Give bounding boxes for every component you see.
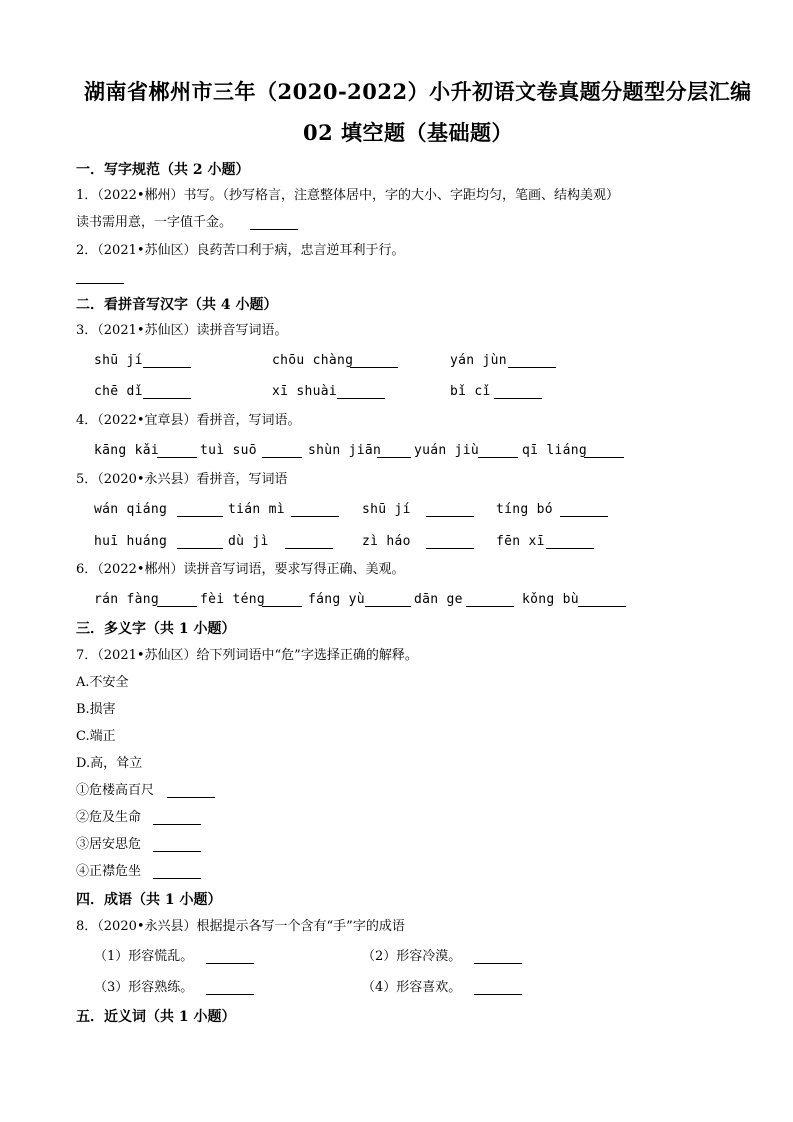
answer-blank[interactable] — [508, 367, 556, 368]
option-c: C.端正 — [76, 729, 116, 744]
question-6: 6．（2022•郴州）读拼音写词语，要求写得正确、美观。 — [76, 562, 405, 577]
question-3: 3．（2021•苏仙区）读拼音写词语。 — [76, 323, 288, 338]
idiom-item: （2）形容冷漠。 — [362, 949, 462, 964]
idiom-item: （4）形容喜欢。 — [362, 980, 462, 995]
question-1: 1．（2022•郴州）书写。（抄写格言，注意整体居中，字的大小、字距均匀，笔画、结构美观） — [76, 188, 620, 203]
pinyin-item: xī shuài — [272, 384, 338, 399]
section-heading-3: 三．多义字（共 1 小题） — [76, 621, 236, 637]
option-a: A.不安全 — [76, 675, 129, 690]
pinyin-item: wán qiáng — [94, 502, 168, 517]
question-1-text: 读书需用意，一字值千金。 — [76, 215, 233, 230]
answer-blank[interactable] — [578, 606, 626, 607]
answer-blank[interactable] — [262, 606, 302, 607]
section-heading-4: 四．成语（共 1 小题） — [76, 892, 222, 908]
answer-blank[interactable] — [177, 548, 223, 549]
answer-blank[interactable] — [262, 457, 302, 458]
answer-blank[interactable] — [494, 398, 542, 399]
page-title-line2: 02 填空题（基础题） — [303, 120, 514, 145]
section-heading-2: 二．看拼音写汉字（共 4 小题） — [76, 297, 278, 313]
pinyin-item: shū jí — [94, 353, 143, 368]
answer-blank[interactable] — [206, 994, 254, 995]
section-heading-5: 五．近义词（共 1 小题） — [76, 1009, 236, 1025]
pinyin-item: tuì suō — [200, 443, 257, 458]
pinyin-item: dù jì — [228, 534, 269, 549]
answer-blank[interactable] — [250, 229, 298, 230]
answer-blank[interactable] — [337, 398, 385, 399]
pinyin-item: tián mì — [228, 502, 285, 517]
pinyin-item: fáng yù — [308, 592, 365, 607]
word-item: ④正襟危坐 — [76, 864, 142, 879]
pinyin-item: chē dǐ — [94, 384, 143, 399]
question-8: 8．（2020•永兴县）根据提示各写一个含有“手”字的成语 — [76, 919, 405, 934]
pinyin-item: shū jí — [362, 502, 411, 517]
pinyin-item: yuán jiù — [414, 443, 480, 458]
answer-blank[interactable] — [153, 824, 201, 825]
pinyin-item: shùn jiān — [308, 443, 382, 458]
answer-blank[interactable] — [143, 398, 191, 399]
pinyin-item: huī huáng — [94, 534, 168, 549]
question-7: 7．（2021•苏仙区）给下列词语中“危”字选择正确的解释。 — [76, 648, 418, 663]
answer-blank[interactable] — [466, 606, 514, 607]
answer-blank[interactable] — [478, 457, 518, 458]
answer-blank[interactable] — [546, 548, 594, 549]
section-heading-1: 一．写字规范（共 2 小题） — [76, 162, 250, 178]
pinyin-item: chōu chàng — [272, 353, 354, 368]
option-b: B.损害 — [76, 702, 116, 717]
answer-blank[interactable] — [426, 516, 474, 517]
pinyin-item: zì háo — [362, 534, 411, 549]
question-4: 4．（2022•宜章县）看拼音，写词语。 — [76, 413, 301, 428]
question-2: 2．（2021•苏仙区）良药苦口利于病，忠言逆耳利于行。 — [76, 243, 405, 258]
answer-blank[interactable] — [474, 963, 522, 964]
answer-blank[interactable] — [365, 606, 411, 607]
pinyin-item: dān ge — [414, 592, 463, 607]
pinyin-item: kāng kǎi — [94, 443, 160, 458]
answer-blank[interactable] — [426, 548, 474, 549]
answer-blank[interactable] — [153, 851, 201, 852]
pinyin-item: rán fàng — [94, 592, 160, 607]
answer-blank[interactable] — [474, 994, 522, 995]
pinyin-item: kǒng bù — [522, 592, 579, 607]
word-item: ①危楼高百尺 — [76, 783, 155, 798]
question-5: 5．（2020•永兴县）看拼音，写词语 — [76, 472, 288, 487]
answer-blank[interactable] — [291, 516, 339, 517]
pinyin-item: yán jùn — [450, 353, 507, 368]
answer-blank[interactable] — [177, 516, 223, 517]
answer-blank[interactable] — [167, 797, 215, 798]
page-title-line1: 湖南省郴州市三年（2020-2022）小升初语文卷真题分题型分层汇编 — [84, 79, 752, 104]
idiom-item: （3）形容熟练。 — [94, 980, 194, 995]
answer-blank[interactable] — [285, 548, 333, 549]
answer-blank[interactable] — [560, 516, 608, 517]
answer-blank[interactable] — [76, 283, 124, 284]
answer-blank[interactable] — [143, 367, 191, 368]
pinyin-item: fēn xī — [496, 534, 545, 549]
answer-blank[interactable] — [377, 457, 411, 458]
idiom-item: （1）形容慌乱。 — [94, 949, 194, 964]
answer-blank[interactable] — [206, 963, 254, 964]
answer-blank[interactable] — [157, 606, 197, 607]
pinyin-item: fèi téng — [200, 592, 266, 607]
word-item: ②危及生命 — [76, 810, 142, 825]
pinyin-item: tíng bó — [496, 502, 553, 517]
option-d: D.高，耸立 — [76, 756, 143, 771]
answer-blank[interactable] — [153, 878, 201, 879]
pinyin-item: bǐ cǐ — [450, 384, 491, 399]
answer-blank[interactable] — [157, 457, 197, 458]
word-item: ③居安思危 — [76, 837, 142, 852]
answer-blank[interactable] — [584, 457, 624, 458]
answer-blank[interactable] — [350, 367, 398, 368]
pinyin-item: qī liáng — [522, 443, 588, 458]
